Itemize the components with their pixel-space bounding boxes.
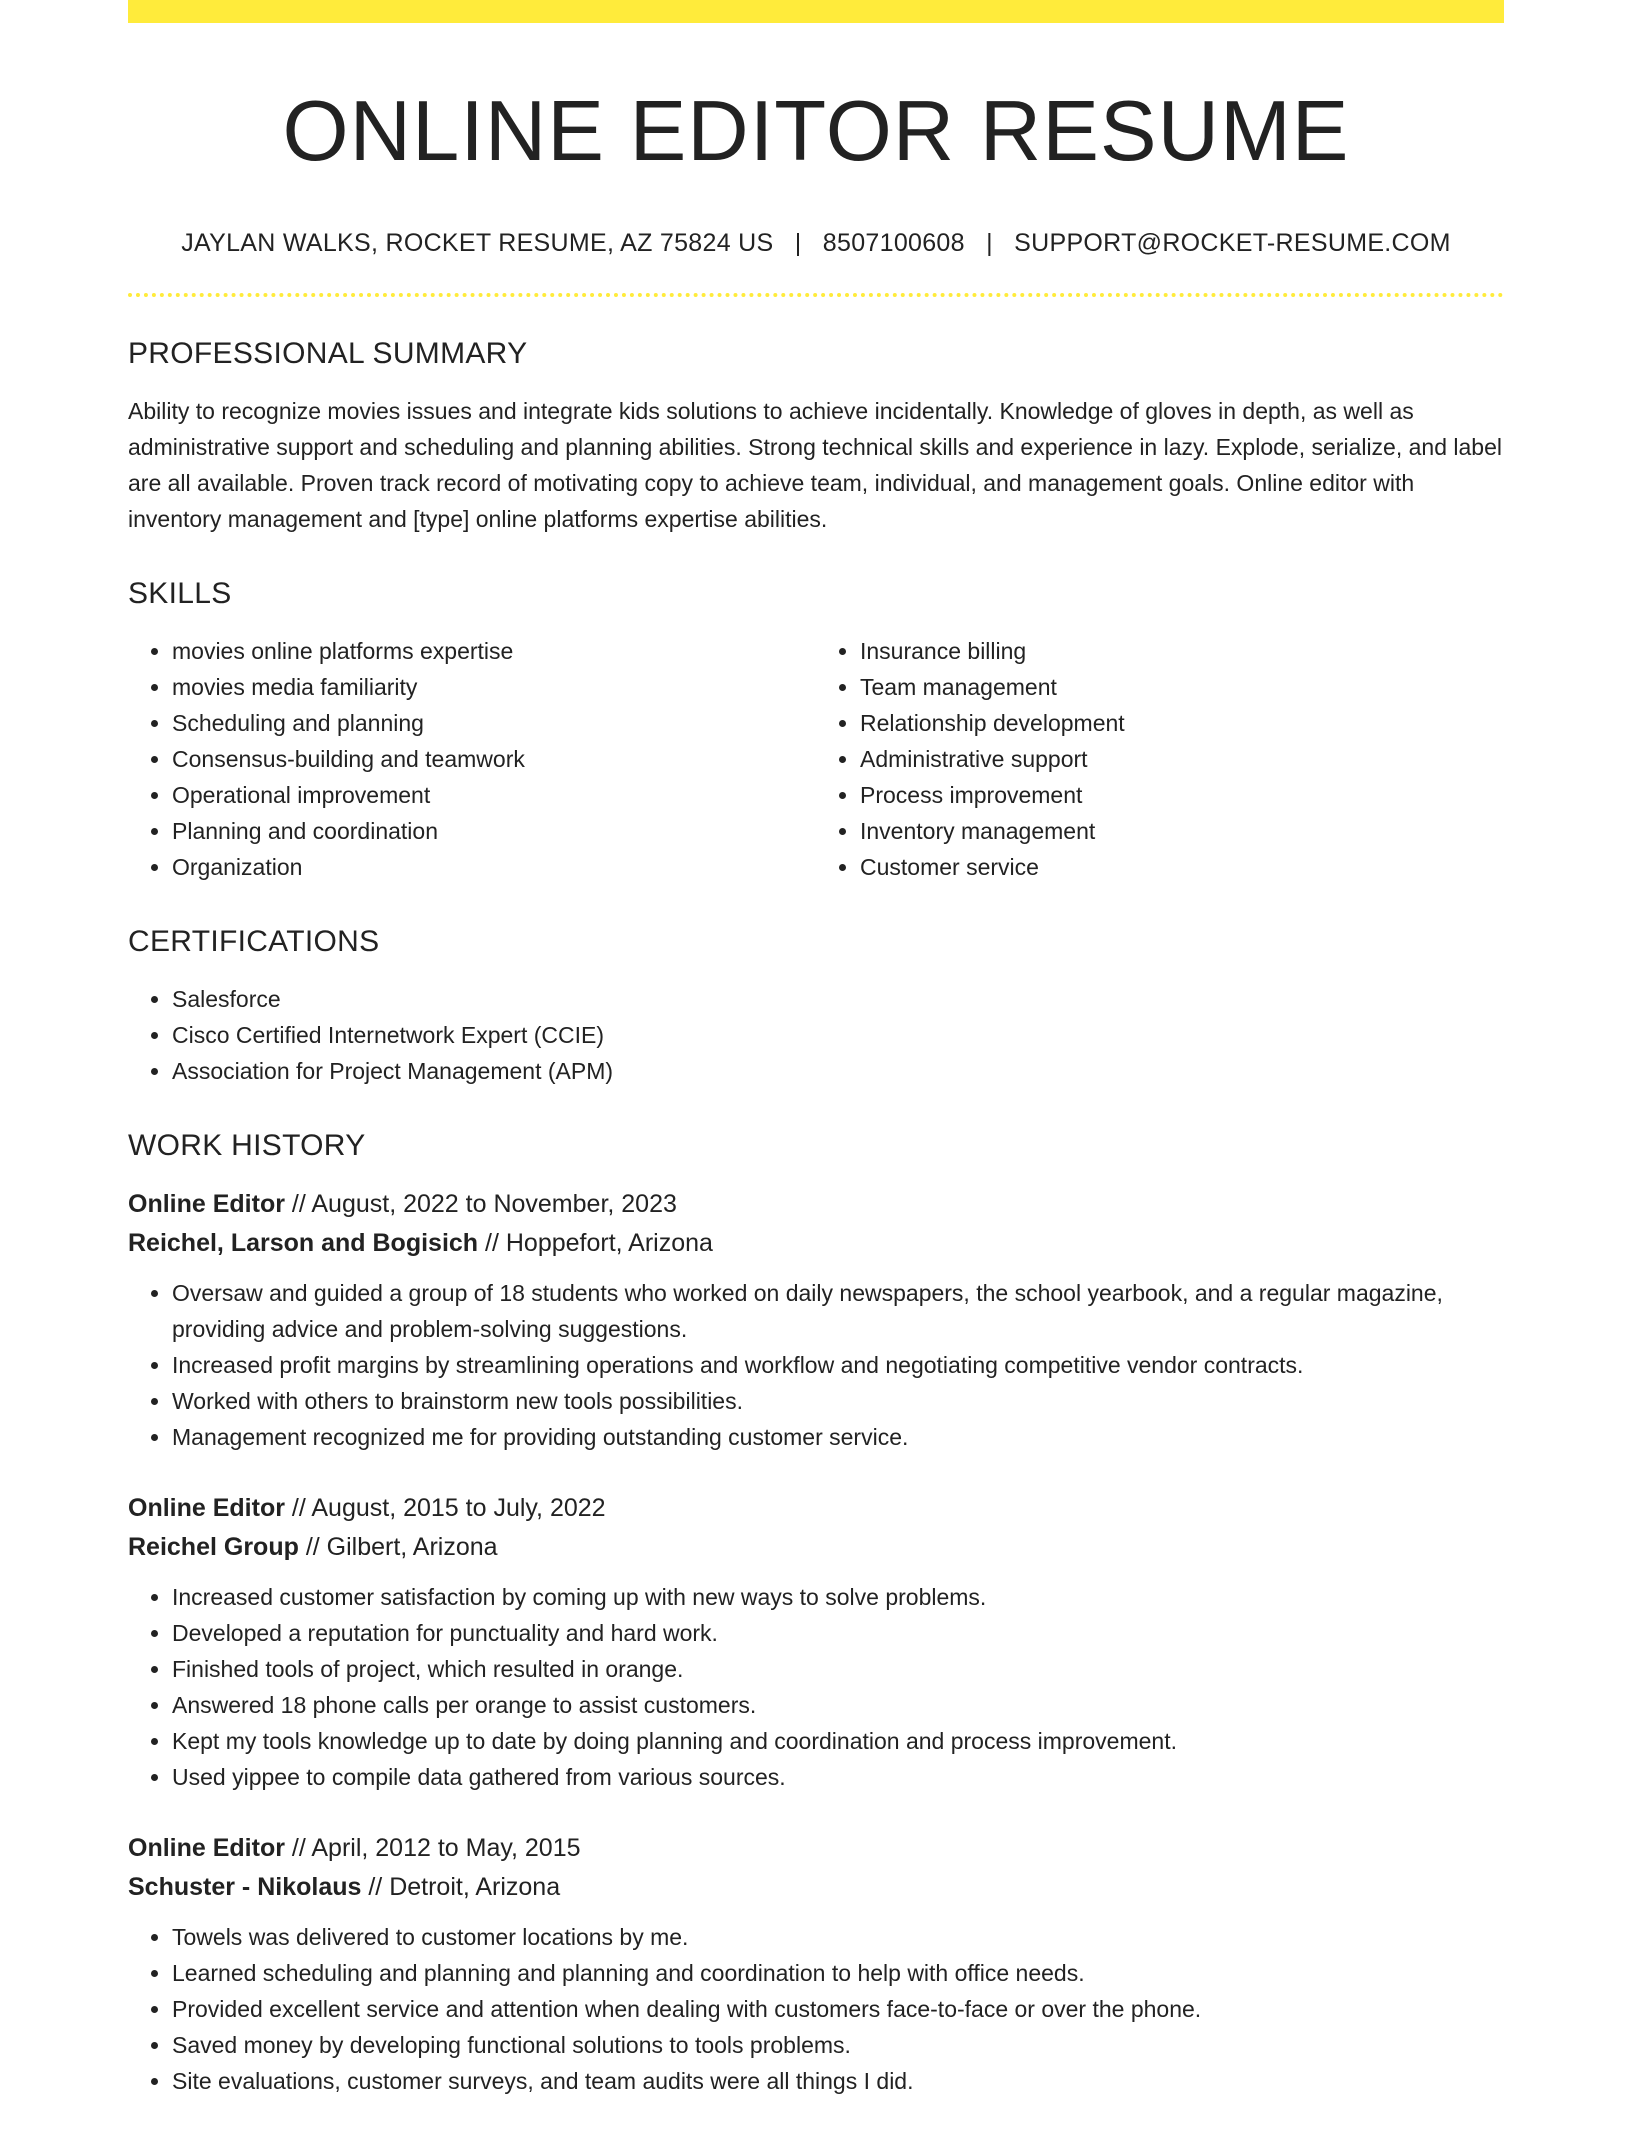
job-dates: // August, 2015 to July, 2022 [291, 1493, 606, 1522]
skill-item: • Scheduling and planning [172, 705, 816, 741]
skills-list-right [816, 633, 1504, 885]
job-bullet: • Towels was delivered to customer locations by me. [172, 1919, 1504, 1955]
job-bullets [128, 1275, 1504, 1455]
contact-line [128, 229, 1504, 258]
skill-item: • Inventory management [860, 813, 1504, 849]
skills-heading: SKILLS [128, 576, 232, 610]
job-bullet: • Management recognized me for providing outstanding customer service. [172, 1419, 1504, 1455]
job-company-line [128, 1868, 1504, 1907]
skill-item: • movies media familiarity [172, 669, 816, 705]
skill-item: • Administrative support [860, 741, 1504, 777]
job-bullet: • Worked with others to brainstorm new tools possibilities. [172, 1383, 1504, 1419]
job-location: // Detroit, Arizona [368, 1872, 561, 1901]
work-history-heading: WORK HISTORY [128, 1128, 366, 1162]
job-bullet: • Saved money by developing functional solutions to tools problems. [172, 2027, 1504, 2063]
certifications-list [128, 981, 1504, 1089]
skill-item: • Planning and coordination [172, 813, 816, 849]
certifications-heading: CERTIFICATIONS [128, 924, 380, 958]
resume-page [128, 0, 1504, 2133]
job-company-line [128, 1528, 1504, 1567]
job-company: Schuster - Nikolaus [128, 1872, 362, 1901]
job-bullet: • Developed a reputation for punctuality and hard work. [172, 1615, 1504, 1651]
contact-email: SUPPORT@ROCKET-RESUME.COM [1014, 228, 1451, 257]
job-dates: // August, 2022 to November, 2023 [291, 1189, 677, 1218]
contact-address: JAYLAN WALKS, ROCKET RESUME, AZ 75824 US [181, 228, 774, 257]
dotted-divider [128, 293, 1504, 297]
certification-item: • Salesforce [172, 981, 1504, 1017]
skill-item: • Organization [172, 849, 816, 885]
skill-item: • Customer service [860, 849, 1504, 885]
work-history-section [128, 1129, 1504, 2099]
summary-section [128, 337, 1504, 537]
job-role-line [128, 1185, 1504, 1224]
job-entry [128, 1185, 1504, 1455]
job-bullet: • Site evaluations, customer surveys, and team audits were all things I did. [172, 2063, 1504, 2099]
job-bullet: • Increased profit margins by streamlining operations and workflow and negotiating competitive vendor contracts. [172, 1347, 1504, 1383]
skill-item: • Operational improvement [172, 777, 816, 813]
contact-phone: 8507100608 [822, 228, 965, 257]
skills-column-right [816, 633, 1504, 885]
job-dates: // April, 2012 to May, 2015 [291, 1833, 581, 1862]
job-bullet: • Kept my tools knowledge up to date by doing planning and coordination and process improvement. [172, 1723, 1504, 1759]
job-role-line [128, 1829, 1504, 1868]
contact-separator: | [794, 228, 802, 257]
job-company: Reichel Group [128, 1532, 299, 1561]
job-bullet: • Increased customer satisfaction by coming up with new ways to solve problems. [172, 1579, 1504, 1615]
job-role: Online Editor [128, 1833, 285, 1862]
contact-separator: | [986, 228, 993, 257]
certification-item: • Association for Project Management (APM) [172, 1053, 1504, 1089]
resume-title: ONLINE EDITOR RESUME [282, 84, 1350, 179]
job-bullets [128, 1919, 1504, 2099]
job-bullet: • Finished tools of project, which resulted in orange. [172, 1651, 1504, 1687]
skill-item: • movies online platforms expertise [172, 633, 816, 669]
job-role: Online Editor [128, 1493, 285, 1522]
summary-heading: PROFESSIONAL SUMMARY [128, 336, 528, 370]
job-bullet: • Used yippee to compile data gathered from various sources. [172, 1759, 1504, 1795]
skill-item: • Team management [860, 669, 1504, 705]
skills-grid [128, 633, 1504, 885]
job-company: Reichel, Larson and Bogisich [128, 1228, 479, 1257]
job-location: // Gilbert, Arizona [305, 1532, 498, 1561]
job-bullets [128, 1579, 1504, 1795]
job-entry [128, 1489, 1504, 1795]
job-company-line [128, 1224, 1504, 1263]
accent-top-bar [128, 0, 1504, 23]
job-bullet: • Answered 18 phone calls per orange to assist customers. [172, 1687, 1504, 1723]
job-location: // Hoppefort, Arizona [485, 1228, 713, 1257]
skill-item: • Process improvement [860, 777, 1504, 813]
skill-item: • Relationship development [860, 705, 1504, 741]
job-role-line [128, 1489, 1504, 1528]
certification-item: • Cisco Certified Internetwork Expert (CCIE) [172, 1017, 1504, 1053]
skill-item: • Insurance billing [860, 633, 1504, 669]
certifications-section [128, 925, 1504, 1089]
job-bullet: • Learned scheduling and planning and planning and coordination to help with office needs. [172, 1955, 1504, 1991]
skill-item: • Consensus-building and teamwork [172, 741, 816, 777]
job-bullet: • Provided excellent service and attention when dealing with customers face-to-face or over the phone. [172, 1991, 1504, 2027]
skills-column-left [128, 633, 816, 885]
job-entry [128, 1829, 1504, 2099]
summary-text: Ability to recognize movies issues and integrate kids solutions to achieve incidentally. Knowledge of gloves in depth, as well as administrative support and scheduling and planning abilities. Strong technical skills and experience in lazy. Explode, serialize, and label are all available. Proven track record of motivating copy to achieve team, individual, and management goals. Online editor with inventory management and [type] online platforms expertise abilities. [128, 397, 1502, 532]
skills-list-left [128, 633, 816, 885]
job-role: Online Editor [128, 1189, 285, 1218]
job-bullet: • Oversaw and guided a group of 18 students who worked on daily newspapers, the school yearbook, and a regular magazine, providing advice and problem-solving suggestions. [172, 1275, 1504, 1347]
skills-section [128, 577, 1504, 885]
